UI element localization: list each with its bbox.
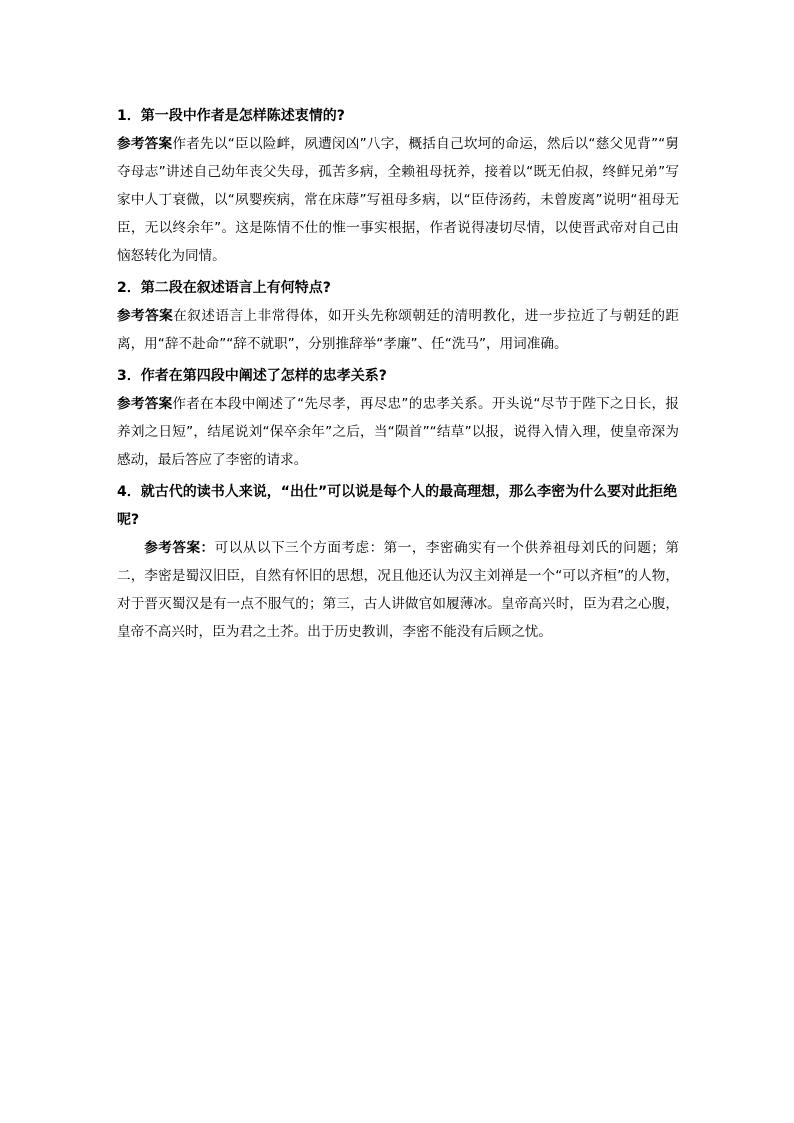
answer-2 [117,302,679,358]
question-1: 1．第一段中作者是怎样陈述衷情的? [117,108,345,124]
answer-label: 参考答案 [117,308,174,324]
answer-label: 参考答案： [144,540,215,556]
answer-3 [117,390,679,474]
answer-4 [117,534,679,646]
answer-1 [117,130,679,270]
answer-text: 作者在本段中阐述了“先尽孝，再尽忠”的忠孝关系。开头说“尽节于陛下之日长，报养刘之日短”，结尾说刘“保卒余年”之后，当“陨首”“结草”以报，说得入情入理，使皇帝深为感动，最后答应了李密的请求。 [117,396,680,468]
answer-text: 作者先以“臣以险衅，夙遭闵凶”八字，概括自己坎坷的命运，然后以“慈父见背”“舅夺母志”讲述自己幼年丧父失母，孤苦多病，全赖祖母抚养，接着以“既无伯叔，终鲜兄弟”写家中人丁衰微，以“夙婴疾病，常在床蓐”写祖母多病，以“臣侍汤药，未曾废离”说明“祖母无臣，无以终余年”。这是陈情不仕的惟一事实根据，作者说得凄切尽情，以使晋武帝对自己由恼怒转化为同情。 [117,136,679,264]
answer-label: 参考答案 [117,136,173,152]
question-2: 2．第二段在叙述语言上有何特点? [117,280,331,296]
answer-label: 参考答案 [117,396,173,412]
document-body [117,98,679,646]
answer-text: 可以从以下三个方面考虑：第一，李密确实有一个供养祖母刘氏的问题；第二，李密是蜀汉旧臣，自然有怀旧的思想，况且他还认为汉主刘禅是一个“可以齐桓”的人物，对于晋灭蜀汉是有一点不服气的；第三，古人讲做官如履薄冰。皇帝高兴时，臣为君之心腹，皇帝不高兴时，臣为君之土芥。出于历史教训，李密不能没有后顾之忧。 [117,540,680,640]
answer-text: 在叙述语言上非常得体，如开头先称颂朝廷的清明教化，进一步拉近了与朝廷的距离，用“辞不赴命”“辞不就职”，分别推辞举“孝廉”、任“洗马”，用词准确。 [117,308,680,352]
question-3: 3．作者在第四段中阐述了怎样的忠孝关系? [117,368,387,384]
question-4: 4．就古代的读书人来说，“出仕”可以说是每个人的最高理想，那么李密为什么要对此拒绝呢? [117,484,678,528]
